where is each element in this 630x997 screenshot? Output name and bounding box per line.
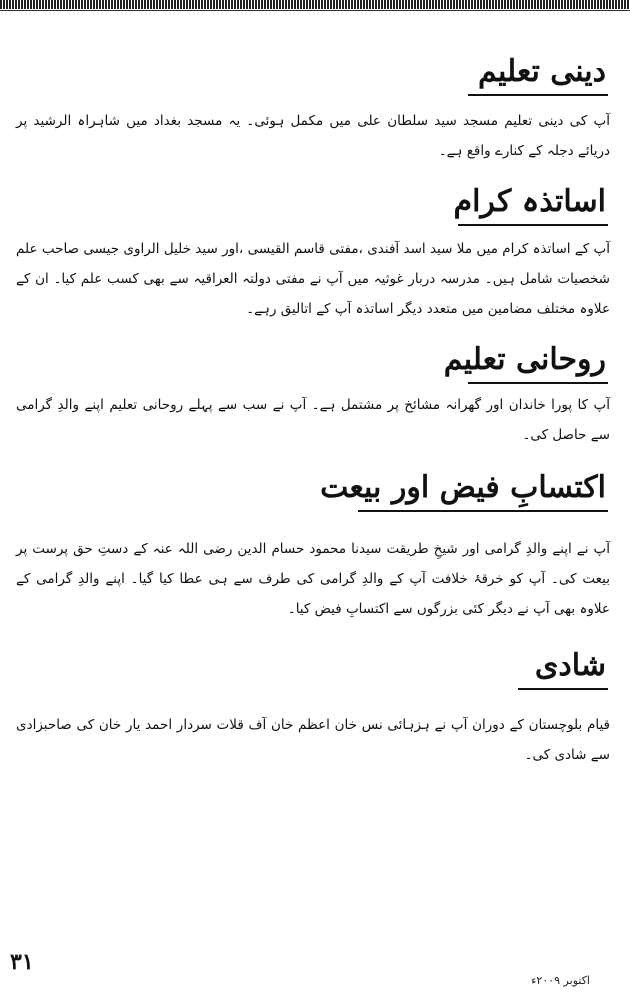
section-paragraph: قیام بلوچستان کے دوران آپ نے ہزہائی نس خان اعظم خان آف قلات سردار احمد یار خان کی صاحبزادی سے شادی کی۔ — [16, 717, 610, 763]
top-border-pattern — [0, 0, 630, 9]
section-heading: دینی تعلیم — [478, 54, 606, 89]
section-heading: شادی — [534, 648, 606, 683]
section-religious-education — [14, 50, 616, 166]
section-paragraph: آپ نے اپنے والدِ گرامی اور شیخِ طریقت سیدنا محمود حسام الدین رضی اللہ عنہ کے دستِ حق پرست پر بیعت کی۔ آپ کو خرقۂ خلافت آپ کے والدِ گرامی کی طرف سے ہی عطا کیا گیا۔ اپنے والدِ گرامی کے علاوہ بھی آپ نے دیگر کئی بزرگوں سے اکتسابِ فیض کیا۔ — [16, 541, 610, 617]
section-paragraph: آپ کا پورا خاندان اور گھرانہ مشائخ پر مشتمل ہے۔ آپ نے سب سے پہلے روحانی تعلیم اپنے والدِ گرامی سے حاصل کی۔ — [16, 397, 610, 443]
page-number: ۳۱ — [10, 949, 34, 975]
heading-underline — [358, 510, 608, 512]
section-heading: اکتسابِ فیض اور بیعت — [320, 470, 606, 505]
heading-underline — [518, 688, 608, 690]
section-marriage — [14, 644, 616, 770]
heading-underline — [458, 224, 608, 226]
section-paragraph: آپ کے اساتذہ کرام میں ملا سید اسد آفندی ،مفتی قاسم القیسی ،اور سید خلیل الراوی جیسی صاحب علم شخصیات شامل ہیں۔ مدرسہ دربار غوثیہ میں آپ نے مفتی دولتہ العراقیہ سے بھی کسب علم کیا۔ ان کے علاوہ مختلف مضامین میں متعدد دیگر اساتذہ آپ کے اتالیق رہے۔ — [16, 241, 610, 317]
heading-underline — [468, 382, 608, 384]
footer-date-mark: اکتوبر ۲۰۰۹ء — [531, 974, 590, 987]
section-allegiance — [14, 466, 616, 624]
section-heading: اساتذہ کرام — [453, 184, 606, 219]
section-spiritual-education — [14, 338, 616, 450]
section-heading: روحانی تعلیم — [443, 342, 606, 377]
heading-underline — [468, 94, 608, 96]
top-border-line — [0, 10, 630, 11]
page-content — [14, 50, 616, 770]
section-teachers — [14, 180, 616, 324]
section-paragraph: آپ کی دینی تعلیم مسجد سید سلطان علی میں مکمل ہوئی۔ یہ مسجد بغداد میں شاہراہ الرشید پر دریائے دجلہ کے کنارے واقع ہے۔ — [16, 113, 610, 159]
